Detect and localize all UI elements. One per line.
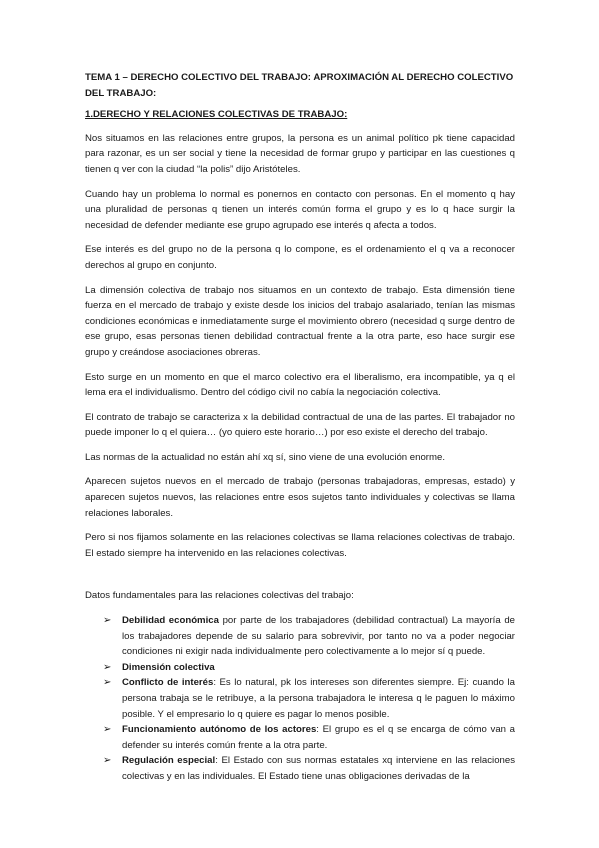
list-item — [85, 660, 515, 676]
spacer — [85, 570, 515, 588]
bullet-text: : El grupo es el q se encarga de cómo van a defender su interés común frente a la otra parte. — [122, 724, 515, 751]
paragraph: El contrato de trabajo se caracteriza x la debilidad contractual de una de las partes. El trabajador no puede imponer lo q el quiera… (yo quiero este horario…) por eso existe el derecho del trabajo. — [85, 411, 515, 439]
bullet-text: : Es lo natural, pk los intereses son diferentes siempre. Ej: cuando la persona trabaja se le retribuye, a la persona trabajadora le interesa q le paguen lo máximo posible. Y el empresario lo q quiere es pagar lo menos posible. — [122, 677, 515, 720]
paragraph: Aparecen sujetos nuevos en el mercado de trabajo (personas trabajadoras, empresas, estado) y aparecen sujetos nuevos, las relaciones entre esos sujetos tanto individuales y colectivas se llama relaciones laborales. — [85, 476, 515, 519]
document-content — [85, 70, 515, 785]
list-item — [85, 613, 515, 660]
document-title: TEMA 1 – DERECHO COLECTIVO DEL TRABAJO: APROXIMACIÓN AL DERECHO COLECTIVO DEL TRABAJO: — [85, 72, 514, 99]
list-item — [85, 753, 515, 784]
paragraph: La dimensión colectiva de trabajo nos situamos en un contexto de trabajo. Esta dimensión tiene fuerza en el mercado de trabajo y existe desde los inicios del trabajo asalariado, tenían las mismas condiciones económicas e inmediatamente surge el movimiento obrero (necesidad q surge dentro de ese grupo, esas personas tienen debilidad contractual frente a la otra parte, eso hace surgir ese grupo y creándose asociaciones obreras. — [85, 284, 515, 358]
bullet-term: Funcionamiento autónomo de los actores — [122, 724, 317, 736]
bullet-term: Debilidad económica — [122, 615, 219, 627]
list-item — [85, 722, 515, 753]
paragraph: Esto surge en un momento en que el marco colectivo era el liberalismo, era incompatible, ya q el lema era el individualismo. Dentro del código civil no cabía la negociación colectiva. — [85, 371, 515, 399]
paragraph: Ese interés es del grupo no de la persona q lo compone, es el ordenamiento el q va a reconocer derechos al grupo en conjunto. — [85, 244, 515, 271]
paragraph: Nos situamos en las relaciones entre grupos, la persona es un animal político pk tiene capacidad para razonar, es un ser social y tiene la necesidad de formar grupo y participar en las cuestiones q tienen q ver con la ciudad “la polis” dijo Aristóteles. — [85, 132, 515, 175]
bullet-term: Regulación especial — [122, 755, 216, 767]
arrow-bullet-icon: ➢ — [103, 677, 112, 689]
bullet-term: Conflicto de interés — [122, 677, 214, 689]
arrow-bullet-icon: ➢ — [103, 755, 112, 767]
list-item — [85, 675, 515, 722]
paragraph: Cuando hay un problema lo normal es ponernos en contacto con personas. En el momento q hay una pluralidad de personas q tienen un interés común forma el grupo y es lo q hace surgir la necesidad de defender mediante ese grupo agrupado ese interés q afecta a todos. — [85, 188, 515, 231]
bullet-text: : El Estado con sus normas estatales xq interviene en las relaciones colectivas y en las individuales. El Estado tiene unas obligaciones derivadas de la — [122, 755, 515, 782]
section-heading: 1.DERECHO Y RELACIONES COLECTIVAS DE TRABAJO: — [85, 109, 348, 121]
list-intro: Datos fundamentales para las relaciones colectivas del trabajo: — [85, 590, 354, 602]
paragraph: Pero si nos fijamos solamente en las relaciones colectivas se llama relaciones colectivas de trabajo. El estado siempre ha intervenido en las relaciones colectivas. — [85, 532, 515, 559]
bullet-list — [85, 613, 515, 785]
arrow-bullet-icon: ➢ — [103, 724, 112, 736]
paragraph: Las normas de la actualidad no están ahí xq sí, sino viene de una evolución enorme. — [85, 451, 445, 463]
arrow-bullet-icon: ➢ — [103, 661, 112, 673]
bullet-text: por parte de los trabajadores (debilidad contractual) La mayoría de los trabajadores depende de su salario para sobrevivir, por tanto no va a poder negociar condiciones ni exigir nada individualmente pero colectivamente a lo mejor sí q puede. — [122, 615, 515, 658]
arrow-bullet-icon: ➢ — [103, 615, 112, 627]
bullet-term: Dimensión colectiva — [122, 661, 215, 673]
